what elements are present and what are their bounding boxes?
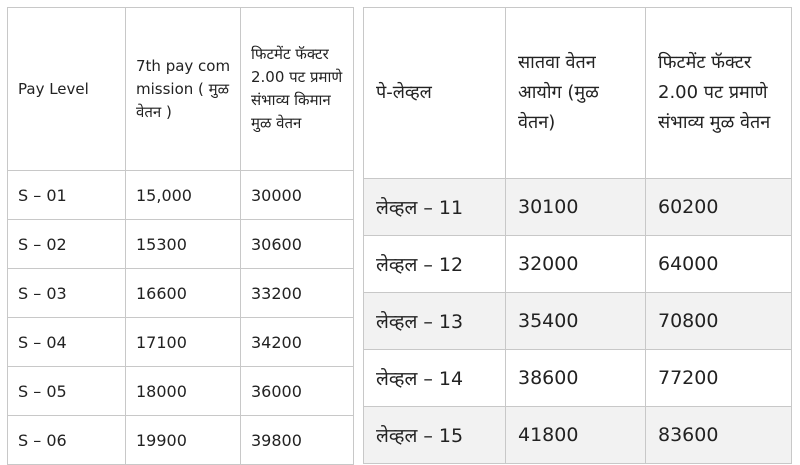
cell-basic-pay: 30100 (506, 179, 646, 236)
cell-revised-pay: 83600 (646, 407, 792, 464)
cell-pay-level: S – 05 (8, 367, 126, 416)
cell-basic-pay: 35400 (506, 293, 646, 350)
cell-revised-pay: 30600 (241, 220, 354, 269)
table-row (364, 179, 792, 236)
cell-basic-pay: 38600 (506, 350, 646, 407)
cell-basic-pay: 17100 (126, 318, 241, 367)
table-row (8, 416, 354, 465)
cell-pay-level: लेव्हल – 15 (364, 407, 506, 464)
header-pay-level: Pay Level (8, 8, 126, 171)
cell-pay-level: लेव्हल – 14 (364, 350, 506, 407)
table-row (8, 220, 354, 269)
cell-pay-level: S – 06 (8, 416, 126, 465)
header-fitment-factor: फिटमेंट फॅक्टर 2.00 पट प्रमाणे संभाव्य मुळ वेतन (646, 8, 792, 179)
cell-revised-pay: 30000 (241, 171, 354, 220)
cell-revised-pay: 33200 (241, 269, 354, 318)
table-body (8, 171, 354, 465)
table-header (364, 8, 792, 179)
cell-basic-pay: 41800 (506, 407, 646, 464)
header-row (364, 8, 792, 179)
header-row (8, 8, 354, 171)
cell-pay-level: लेव्हल – 11 (364, 179, 506, 236)
cell-basic-pay: 32000 (506, 236, 646, 293)
cell-basic-pay: 16600 (126, 269, 241, 318)
header-fitment-factor: फिटमेंट फॅक्टर 2.00 पट प्रमाणे संभाव्य किमान मुळ वेतन (241, 8, 354, 171)
cell-pay-level: S – 04 (8, 318, 126, 367)
table-row (8, 171, 354, 220)
table-row (8, 367, 354, 416)
cell-pay-level: S – 03 (8, 269, 126, 318)
header-7th-pay-commission: सातवा वेतन आयोग (मुळ वेतन) (506, 8, 646, 179)
cell-revised-pay: 70800 (646, 293, 792, 350)
cell-pay-level: S – 02 (8, 220, 126, 269)
table-body (364, 179, 792, 464)
cell-revised-pay: 39800 (241, 416, 354, 465)
cell-basic-pay: 19900 (126, 416, 241, 465)
cell-basic-pay: 15300 (126, 220, 241, 269)
cell-revised-pay: 36000 (241, 367, 354, 416)
table-row (364, 293, 792, 350)
table-row (8, 318, 354, 367)
pay-level-table-right (363, 7, 792, 464)
pay-level-table-left (7, 7, 354, 465)
cell-revised-pay: 60200 (646, 179, 792, 236)
cell-pay-level: S – 01 (8, 171, 126, 220)
header-7th-pay-commission: 7th pay commission ( मुळ वेतन ) (126, 8, 241, 171)
table-row (364, 236, 792, 293)
table-header (8, 8, 354, 171)
cell-revised-pay: 64000 (646, 236, 792, 293)
cell-basic-pay: 18000 (126, 367, 241, 416)
cell-pay-level: लेव्हल – 12 (364, 236, 506, 293)
header-pay-level: पे-लेव्हल (364, 8, 506, 179)
cell-basic-pay: 15,000 (126, 171, 241, 220)
table-row (364, 350, 792, 407)
table-row (8, 269, 354, 318)
cell-revised-pay: 77200 (646, 350, 792, 407)
cell-pay-level: लेव्हल – 13 (364, 293, 506, 350)
table-row (364, 407, 792, 464)
cell-revised-pay: 34200 (241, 318, 354, 367)
